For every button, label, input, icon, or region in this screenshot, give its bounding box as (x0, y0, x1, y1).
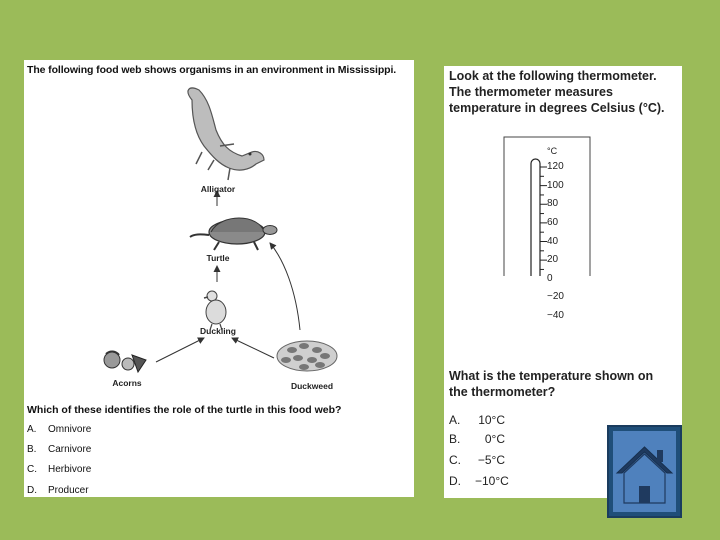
home-button-face[interactable] (613, 431, 676, 512)
prompt-line-3: temperature in degrees Celsius (°C). (449, 101, 665, 115)
thermometer-scale-label: 80 (547, 198, 559, 210)
food-web-question-panel (24, 60, 414, 497)
acorns-image (104, 351, 146, 372)
duckling-label: Duckling (200, 326, 236, 336)
answer-choice-a[interactable]: A. Omnivore (27, 424, 92, 435)
answer-choice-c[interactable]: C. Herbivore (27, 464, 92, 475)
thermo-choice-c[interactable]: C. −5°C (449, 453, 505, 467)
thermo-choice-d[interactable]: D. −10°C (449, 474, 509, 488)
duckweed-label: Duckweed (290, 381, 334, 391)
food-web-intro: The following food web shows organisms in an environment in Mississippi. (27, 64, 397, 76)
home-button[interactable] (607, 425, 682, 518)
alligator-label: Alligator (200, 184, 236, 194)
duckweed-image (277, 341, 337, 371)
thermometer-scale-label: −20 (547, 291, 564, 303)
thermometer-scale-label: 120 (547, 161, 564, 172)
thermometer-scale-label: 100 (547, 179, 564, 191)
food-web-diagram (24, 60, 414, 400)
duckling-image (204, 291, 226, 330)
thermometer-scale-label: 0 (547, 272, 553, 284)
thermometer-scale-label: 40 (547, 235, 559, 247)
answer-choice-b[interactable]: B. Carnivore (27, 444, 92, 455)
question-line-2: the thermometer? (449, 385, 556, 399)
thermo-choice-b[interactable]: B. 0°C (449, 432, 505, 446)
arrow-duckweed-to-turtle (270, 243, 300, 330)
arrow-duckweed-to-duckling (232, 338, 274, 358)
prompt-line-1: Look at the following thermometer. (449, 69, 657, 83)
acorns-label: Acorns (112, 378, 142, 388)
prompt-line-2: The thermometer measures (449, 85, 613, 99)
thermo-choice-a[interactable]: A. 10°C (449, 413, 505, 427)
turtle-image (190, 218, 277, 250)
thermometer-scale-label: −40 (547, 310, 564, 321)
turtle-label: Turtle (206, 253, 230, 263)
food-web-question: Which of these identifies the role of the turtle in this food web? (27, 404, 342, 416)
arrow-acorns-to-duckling (156, 338, 204, 362)
thermometer-scale-label: 60 (547, 216, 559, 228)
thermometer-tube (531, 159, 540, 276)
alligator-image (188, 88, 264, 180)
thermometer-unit-label: °C (547, 146, 558, 156)
thermometer-scale-label: 20 (547, 254, 559, 266)
question-line-1: What is the temperature shown on (449, 369, 654, 383)
answer-choice-d[interactable]: D. Producer (27, 485, 89, 496)
home-icon (613, 431, 676, 512)
